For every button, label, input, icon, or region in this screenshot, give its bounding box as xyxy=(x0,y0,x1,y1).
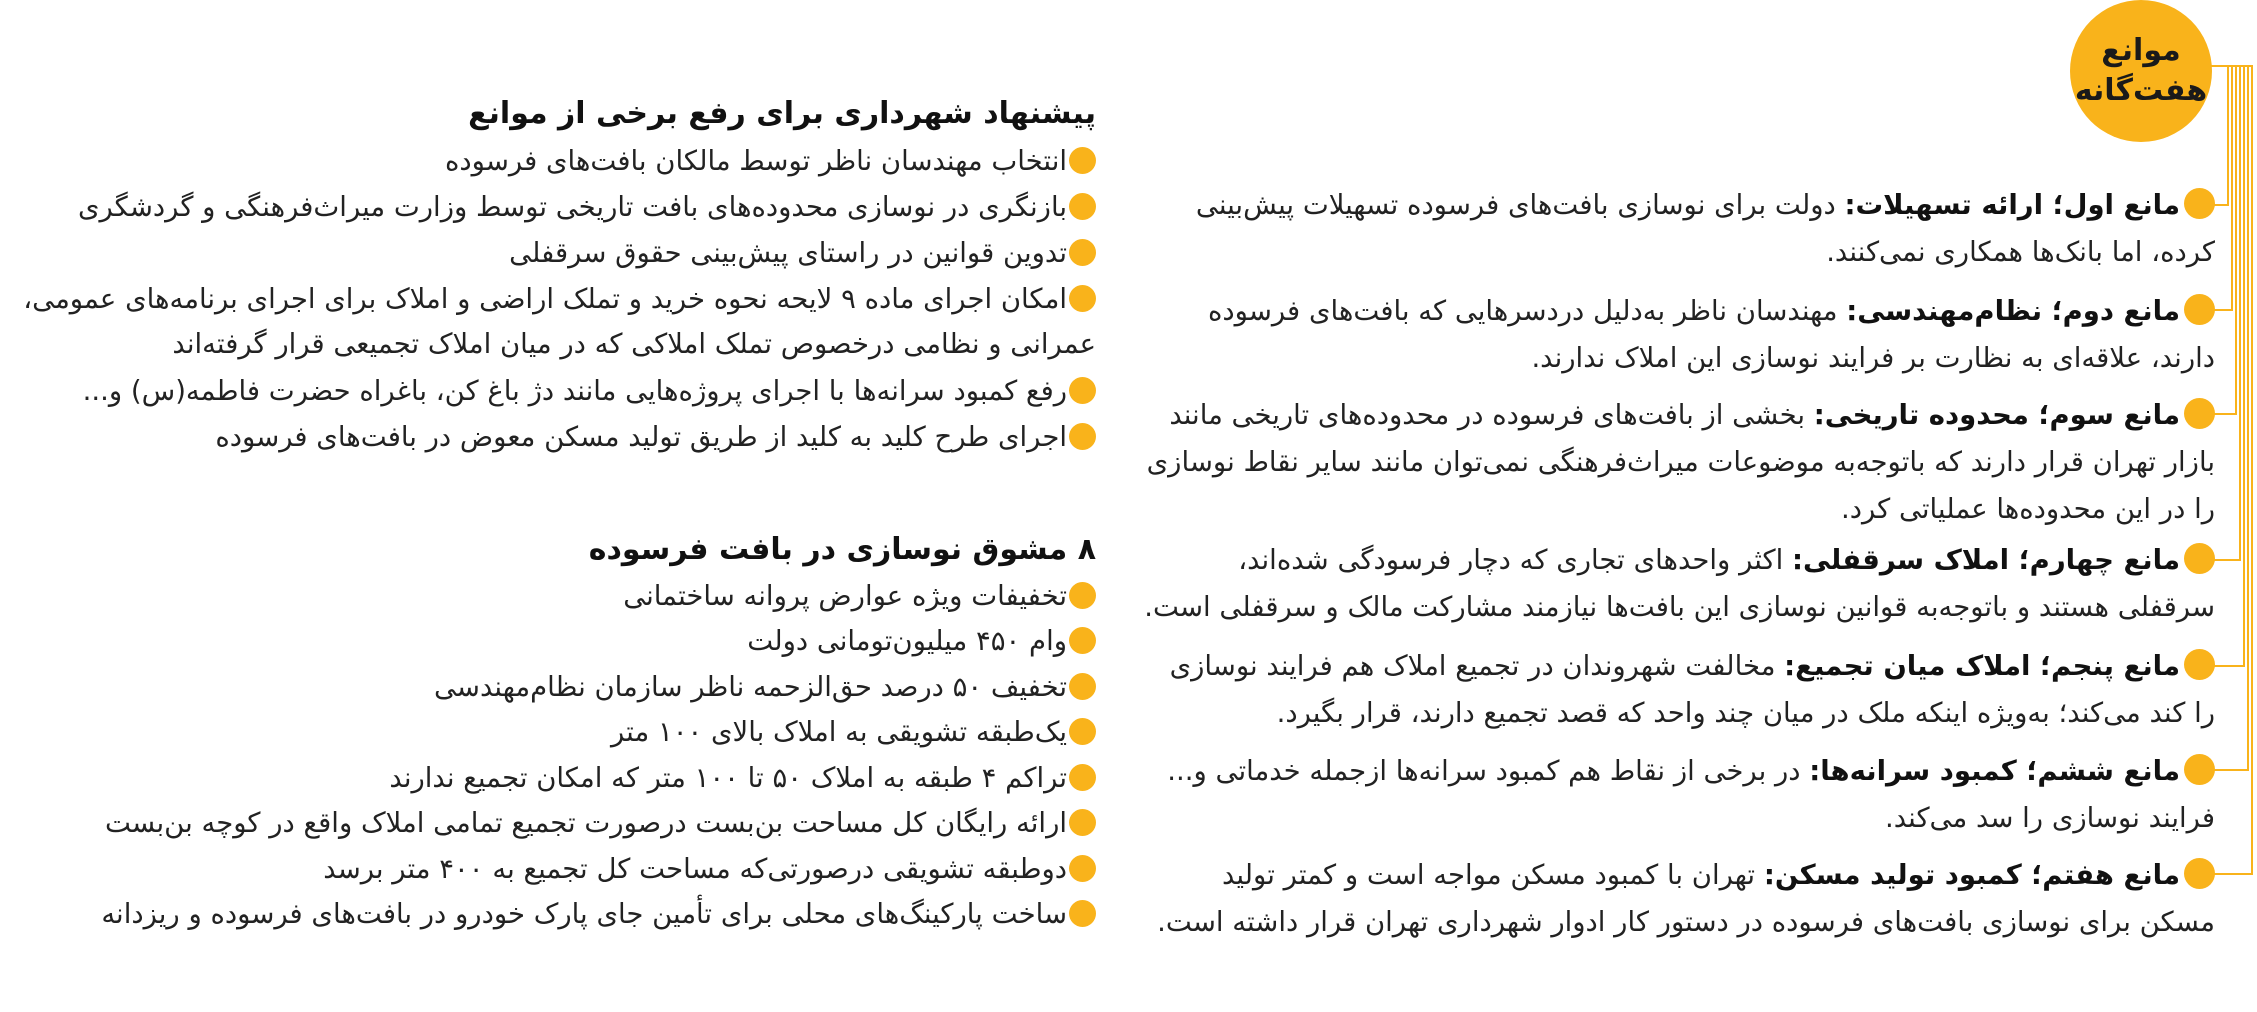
bullet-icon xyxy=(1069,673,1096,700)
incentive-text: یک‌طبقه تشویقی به املاک بالای ۱۰۰ متر xyxy=(611,716,1067,748)
connector-line xyxy=(2212,66,2244,666)
badge-line-2: هفت‌گانه xyxy=(2074,73,2208,108)
badge-line-1: موانع xyxy=(2101,33,2181,68)
bullet-icon xyxy=(1069,627,1096,654)
proposal-item-3 xyxy=(0,231,1096,276)
incentive-item-7 xyxy=(0,847,1096,892)
incentive-text: وام ۴۵۰ میلیون‌تومانی دولت xyxy=(747,625,1067,657)
proposals-title: پیشنهاد شهرداری برای رفع برخی از موانع xyxy=(468,96,1096,131)
incentive-item-6 xyxy=(0,801,1096,846)
proposal-item-5 xyxy=(0,369,1096,414)
bullet-icon xyxy=(2184,398,2215,429)
obstacle-text: در برخی از نقاط هم کمبود سرانه‌ها ازجمله خدماتی و... فرایند نوسازی را سد می‌کند. xyxy=(1167,755,2215,834)
obstacle-text: دولت برای نوسازی بافت‌های فرسوده تسهیلات پیش‌بینی کرده، اما بانک‌ها همکاری نمی‌کنند. xyxy=(1195,189,2215,268)
proposal-item-6 xyxy=(0,415,1096,460)
bullet-icon xyxy=(1069,377,1096,404)
incentive-text: دوطبقه تشویقی درصورتی‌که مساحت کل تجمیع به ۴۰۰ متر برسد xyxy=(323,853,1067,885)
obstacle-item-6 xyxy=(1140,748,2215,842)
proposal-text: امکان اجرای ماده ۹ لایحه نحوه خرید و تملک اراضی و املاک برای اجرای برنامه‌های عمومی، عمرانی و نظامی درخصوص تملک املاکی که در میان املاک تجمیعی قرار گرفته‌اند xyxy=(23,283,1096,360)
connector-line xyxy=(2212,66,2236,414)
seven-obstacles-badge xyxy=(2070,0,2212,142)
obstacle-title: مانع پنجم؛ املاک میان تجمیع: xyxy=(1784,650,2180,682)
bullet-icon xyxy=(1069,193,1096,220)
obstacle-text: مهندسان ناظر به‌دلیل دردسرهایی که بافت‌های فرسوده دارند، علاقه‌ای به نظارت بر فرایند نوسازی این املاک ندارند. xyxy=(1207,295,2215,374)
obstacle-item-5 xyxy=(1140,643,2215,737)
obstacle-text: بخشی از بافت‌های فرسوده در محدوده‌های تاریخی مانند بازار تهران قرار دارند که باتوجه‌به موضوعات میراث‌فرهنگی نمی‌توان مانند سایر نقاط نوسازی را در این محدوده‌ها عملیاتی کرد. xyxy=(1146,399,2215,525)
incentive-item-4 xyxy=(0,710,1096,755)
bullet-icon xyxy=(2184,294,2215,325)
proposal-text: رفع کمبود سرانه‌ها با اجرای پروژه‌هایی مانند دژ باغ کن، باغراه حضرت فاطمه(س) و... xyxy=(82,375,1067,407)
bullet-icon xyxy=(1069,239,1096,266)
proposal-item-2 xyxy=(0,185,1096,230)
proposal-text: انتخاب مهندسان ناظر توسط مالکان بافت‌های فرسوده xyxy=(445,145,1067,177)
proposal-item-4 xyxy=(0,277,1096,367)
bullet-icon xyxy=(1069,809,1096,836)
obstacle-item-2 xyxy=(1140,288,2215,382)
connector-line xyxy=(2212,66,2248,770)
obstacle-title: مانع دوم؛ نظام‌مهندسی: xyxy=(1846,295,2180,327)
incentive-text: ارائه رایگان کل مساحت بن‌بست درصورت تجمیع تمامی املاک واقع در کوچه بن‌بست xyxy=(104,807,1067,839)
obstacle-text: تهران با کمبود مسکن مواجه است و کمتر تولید مسکن برای نوسازی بافت‌های فرسوده در دستور کار ادوار شهرداری تهران قرار داشته است. xyxy=(1157,859,2215,938)
incentive-item-8 xyxy=(0,892,1096,937)
connector-line xyxy=(2212,66,2252,874)
proposal-text: اجرای طرح کلید به کلید از طریق تولید مسکن معوض در بافت‌های فرسوده xyxy=(215,421,1067,453)
bullet-icon xyxy=(1069,855,1096,882)
incentive-item-1 xyxy=(0,574,1096,619)
bullet-icon xyxy=(2184,188,2215,219)
incentives-title: ۸ مشوق نوسازی در بافت فرسوده xyxy=(588,532,1096,567)
bullet-icon xyxy=(1069,900,1096,927)
obstacle-item-4 xyxy=(1140,537,2215,631)
incentive-text: تخفیف ۵۰ درصد حق‌الزحمه ناظر سازمان نظام‌مهندسی xyxy=(434,671,1067,703)
bullet-icon xyxy=(2184,858,2215,889)
incentive-item-5 xyxy=(0,756,1096,801)
bullet-icon xyxy=(2184,649,2215,680)
incentive-text: تخفیفات ویژه عوارض پروانه ساختمانی xyxy=(623,580,1067,612)
incentive-item-2 xyxy=(0,619,1096,664)
proposal-item-1 xyxy=(0,139,1096,184)
incentive-item-3 xyxy=(0,665,1096,710)
bullet-icon xyxy=(1069,285,1096,312)
obstacle-item-1 xyxy=(1140,182,2215,276)
obstacle-title: مانع اول؛ ارائه تسهیلات: xyxy=(1844,189,2180,221)
proposal-text: تدوین قوانین در راستای پیش‌بینی حقوق سرقفلی xyxy=(509,237,1067,269)
bullet-icon xyxy=(1069,764,1096,791)
obstacle-item-3 xyxy=(1140,392,2215,533)
proposal-text: بازنگری در نوسازی محدوده‌های بافت تاریخی توسط وزارت میراث‌فرهنگی و گردشگری xyxy=(77,191,1067,223)
obstacle-text: مخالفت شهروندان در تجمیع املاک هم فرایند نوسازی را کند می‌کند؛ به‌ویژه اینکه ملک در میان چند واحد که قصد تجمیع دارند، قرار بگیرد. xyxy=(1169,650,2215,729)
bullet-icon xyxy=(2184,543,2215,574)
bullet-icon xyxy=(1069,147,1096,174)
incentive-text: ساخت پارکینگ‌های محلی برای تأمین جای پارک خودرو در بافت‌های فرسوده و ریزدانه xyxy=(101,898,1067,930)
obstacle-title: مانع سوم؛ محدوده تاریخی: xyxy=(1813,399,2180,431)
bullet-icon xyxy=(2184,754,2215,785)
obstacle-title: مانع ششم؛ کمبود سرانه‌ها: xyxy=(1809,755,2180,787)
obstacle-item-7 xyxy=(1140,852,2215,946)
obstacle-text: اکثر واحدهای تجاری که دچار فرسودگی شده‌اند، سرقفلی هستند و باتوجه‌به قوانین نوسازی این بافت‌ها نیازمند مشارکت مالک و سرقفلی است. xyxy=(1144,544,2215,623)
obstacle-title: مانع چهارم؛ املاک سرقفلی: xyxy=(1792,544,2180,576)
connector-line xyxy=(2212,66,2240,560)
bullet-icon xyxy=(1069,582,1096,609)
bullet-icon xyxy=(1069,423,1096,450)
obstacle-title: مانع هفتم؛ کمبود تولید مسکن: xyxy=(1763,859,2180,891)
connector-line xyxy=(2212,66,2232,310)
incentive-text: تراکم ۴ طبقه به املاک ۵۰ تا ۱۰۰ متر که امکان تجمیع ندارند xyxy=(389,762,1067,794)
bullet-icon xyxy=(1069,718,1096,745)
